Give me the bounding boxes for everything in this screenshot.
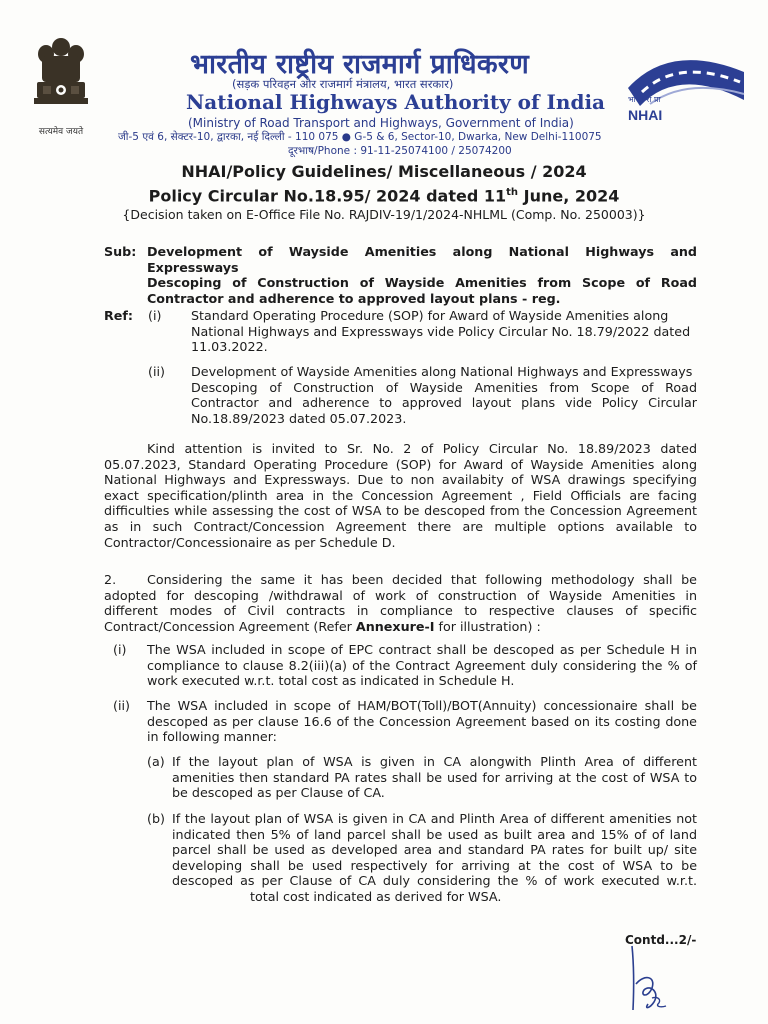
decision-note: {Decision taken on E-Office File No. RAJDIV-19/1/2024-NHLML (Comp. No. 250003)}	[122, 207, 646, 222]
reference-item	[191, 308, 697, 355]
reference-line: Contractor and adherence to approved layout plans vide Policy Circular	[191, 395, 697, 411]
subpoint-line: parcel shall be used as developed area and standard PA rates for built up/ site	[172, 842, 697, 858]
continued-marker: Contd...2/-	[625, 933, 697, 947]
reference-label: Ref:	[104, 308, 133, 323]
paragraph-1	[104, 441, 697, 550]
reference-line: Descoping of Construction of Wayside Amenities from Scope of Road	[191, 379, 697, 395]
subject-text	[147, 244, 697, 306]
subpoint-item	[172, 811, 697, 905]
circular-number-date: June, 2024	[518, 186, 620, 206]
subpoint-line: If the layout plan of WSA is given in CA alongwith Plinth Area of different	[172, 754, 697, 769]
point-line: work executed w.r.t. total cost as indicated in Schedule H.	[147, 673, 515, 689]
annexure-reference: Annexure-I	[355, 618, 435, 634]
subpoint-number: (b)	[147, 811, 165, 826]
subpoint-item	[172, 754, 697, 801]
phone-line: दूरभाष/Phone : 91-11-25074100 / 25074200	[288, 145, 512, 157]
national-emblem-icon	[30, 34, 92, 120]
ministry-line: (Ministry of Road Transport and Highways, Government of India)	[188, 116, 574, 130]
point-line: The WSA included in scope of EPC contract shall be descoped as per Schedule H in	[147, 642, 697, 657]
point-number: (ii)	[113, 698, 130, 713]
paragraph-line: 05.07.2023, Standard Operating Procedure (SOP) for Award of Wayside Amenities along	[104, 456, 697, 472]
paragraph-text: Contract/Concession Agreement (Refer	[104, 618, 356, 634]
subpoint-line: indicated then 5% of land parcel shall be used as built area and 15% of of land	[172, 826, 697, 842]
subpoint-line: descoped as per Clause of CA duly considering the % of work executed w.r.t.	[172, 873, 697, 889]
handwritten-signature	[614, 940, 694, 1018]
logo-hindi-text: भा रा रा प्रा	[628, 95, 661, 104]
reference-line: Standard Operating Procedure (SOP) for Award of Wayside Amenities along	[191, 308, 669, 323]
nhai-logo	[620, 48, 748, 128]
paragraph-line: Contractor/Concessionaire as per Schedule D.	[104, 534, 396, 550]
paragraph-line: exact specification/plinth area in the Concession Agreement , Field Officials are facing	[104, 487, 697, 503]
subpoint-line: developing shall be used respectively for arriving at the cost of WSA to be	[172, 857, 697, 873]
letterhead	[0, 0, 768, 160]
subject-label: Sub:	[104, 244, 137, 259]
paragraph-line: Considering the same it has been decided that following methodology shall be	[147, 572, 697, 587]
subject-line: Contractor and adherence to approved layout plans - reg.	[147, 290, 561, 306]
paragraph-line: Kind attention is invited to Sr. No. 2 of Policy Circular No. 18.89/2023 dated	[147, 441, 697, 456]
paragraph-line: as in such Contract/Concession Agreement there are multiple options available to	[104, 518, 697, 534]
logo-text: NHAI	[628, 107, 663, 123]
organization-name: National Highways Authority of India	[186, 90, 605, 114]
hindi-subtitle: (सड़क परिवहन और राजमार्ग मंत्रालय, भारत सरकार)	[232, 77, 454, 91]
paragraph-2	[104, 572, 697, 634]
point-line: descoped as per clause 16.6 of the Concession Agreement based on its costing done	[147, 713, 697, 729]
point-line: in following manner:	[147, 729, 277, 745]
point-number: (i)	[113, 642, 127, 657]
subpoint-number: (a)	[147, 754, 165, 769]
reference-line: 11.03.2022.	[191, 339, 268, 355]
subpoint-line: total cost indicated as derived for WSA.	[250, 888, 502, 904]
hindi-title: भारतीय राष्ट्रीय राजमार्ग प्राधिकरण	[190, 49, 530, 80]
circular-category: NHAI/Policy Guidelines/ Miscellaneous / 2024	[181, 162, 587, 181]
paragraph-line: National Highways and Expressways. Due to non availabity of WSA drawings specifying	[104, 472, 697, 488]
circular-number	[0, 185, 768, 204]
paragraph-line: difficulties while assessing the cost of WSA to be descoped from the Concession Agreement	[104, 503, 697, 519]
paragraph-number: 2.	[104, 572, 117, 587]
reference-line: Development of Wayside Amenities along National Highways and Expressways	[191, 364, 693, 379]
circular-number-text: Policy Circular No.18.95/ 2024 dated 11	[148, 186, 507, 206]
point-item	[147, 698, 697, 745]
subpoint-line: amenities then standard PA rates shall be used for arriving at the cost of WSA to	[172, 769, 697, 785]
reference-number: (i)	[148, 308, 162, 323]
paragraph-line: adopted for descoping /withdrawal of work of construction of Wayside Amenities in	[104, 587, 697, 603]
reference-number: (ii)	[148, 364, 165, 379]
paragraph-line	[104, 619, 697, 635]
reference-item	[191, 364, 697, 426]
circular-number-sup: th	[506, 187, 519, 198]
subpoint-line: be descoped as per Clause of CA.	[172, 785, 385, 801]
point-line: compliance to clause 8.2(iii)(a) of the Contract Agreement duly considering the % of	[147, 657, 697, 673]
point-line: The WSA included in scope of HAM/BOT(Toll)/BOT(Annuity) concessionaire shall be	[147, 698, 697, 713]
reference-line: No.18.89/2023 dated 05.07.2023.	[191, 410, 407, 426]
emblem-motto: सत्यमेव जयते	[38, 127, 84, 137]
subject-line: Development of Wayside Amenities along National Highways and Expressways	[147, 244, 697, 275]
point-item	[147, 642, 697, 689]
paragraph-text: for illustration) :	[434, 618, 541, 634]
paragraph-line: different modes of Civil contracts in compliance to respective clauses of specific	[104, 603, 697, 619]
address-line: जी-5 एवं 6, सेक्टर-10, द्वारका, नई दिल्ली - 110 075 ● G-5 & 6, Sector-10, Dwarka, New Delhi-110075	[118, 131, 602, 143]
reference-line: National Highways and Expressways vide Policy Circular No. 18.79/2022 dated	[191, 323, 691, 339]
subpoint-line: If the layout plan of WSA is given in CA and Plinth Area of different amenities not	[172, 811, 697, 826]
subject-line: Descoping of Construction of Wayside Amenities from Scope of Road	[147, 275, 697, 291]
